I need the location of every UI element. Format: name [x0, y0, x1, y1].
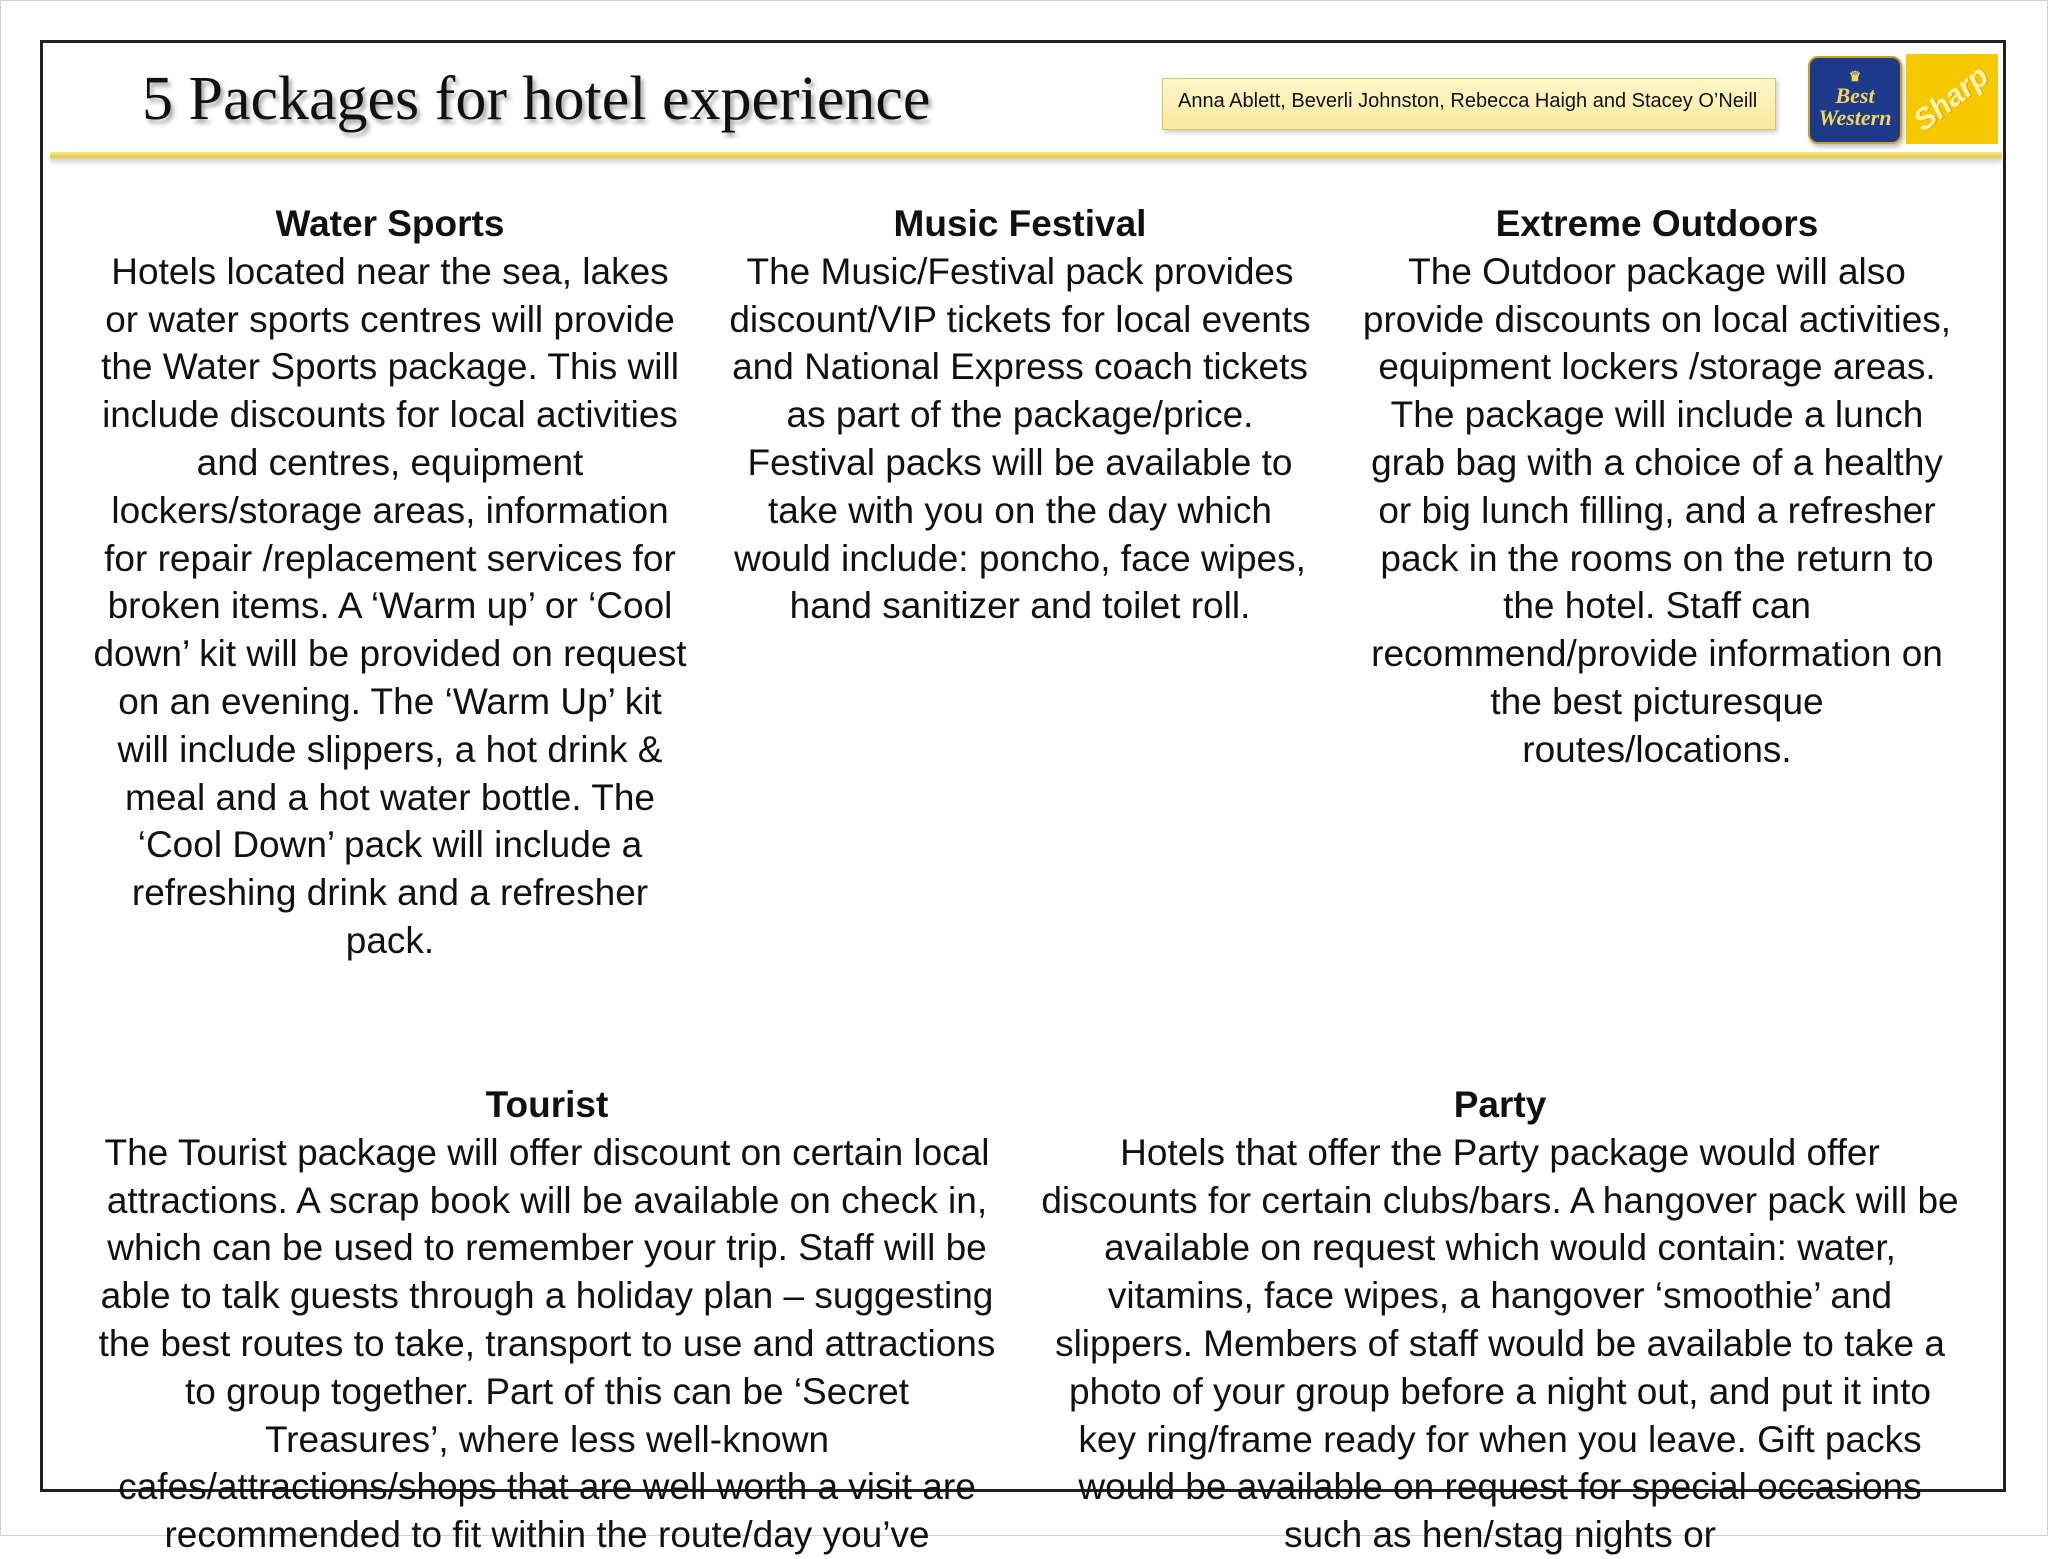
package-description: The Music/Festival pack provides discount/VIP tickets for local events and National Express coach tickets as part of the package/price. Festival packs will be available to take with you on the day which would include: poncho, face wipes, hand sanitizer and toilet roll.	[729, 250, 1311, 627]
title-underline	[50, 152, 2002, 160]
sharp-logo-text: Sharp	[1908, 59, 1996, 138]
best-western-logo	[1808, 56, 1902, 144]
package-description: Hotels located near the sea, lakes or water sports centres will provide the Water Sports package. This will include discounts for local activities and centres, equipment lockers/storage areas, information for repair /replacement services for broken items. A ‘Warm up’ or ‘Cool down’ kit will be provided on request on an evening. The ‘Warm Up’ kit will include slippers, a hot drink & meal and a hot water bottle. The ‘Cool Down’ pack will include a refreshing drink and a refresher pack.	[93, 250, 687, 961]
package-extreme-outdoors	[1354, 200, 1960, 774]
package-tourist	[92, 1081, 1002, 1559]
sharp-logo	[1906, 54, 1998, 144]
package-heading: Party	[1453, 1084, 1547, 1125]
package-heading: Music Festival	[893, 203, 1147, 244]
package-music-festival	[720, 200, 1320, 630]
best-western-logo-line1: Best	[1835, 83, 1875, 108]
crown-icon: ♛	[1848, 70, 1862, 85]
best-western-logo-line2: Western	[1818, 105, 1892, 130]
package-heading: Tourist	[485, 1084, 609, 1125]
authors-text: Anna Ablett, Beverli Johnston, Rebecca Haigh and Stacey O’Neill	[1178, 90, 1758, 112]
package-description: Hotels that offer the Party package would offer discounts for certain clubs/bars. A hangover pack will be available on request which would contain: water, vitamins, face wipes, a hangover ‘smoothie’ and slippers. Members of staff would be available to take a photo of your group before a night out, and put it into key ring/frame ready for when you leave. Gift packs would be available on request for special occasions such as hen/stag nights or	[1041, 1131, 1959, 1556]
package-heading: Water Sports	[275, 203, 505, 244]
slide-title: 5 Packages for hotel experience	[142, 65, 931, 133]
package-description: The Outdoor package will also provide discounts on local activities, equipment lockers /storage areas. The package will include a lunch grab bag with a choice of a healthy or big lunch filling, and a refresher pack in the rooms on the return to the hotel. Staff can recommend/provide information on the best picturesque routes/locations.	[1362, 250, 1952, 770]
package-description: The Tourist package will offer discount on certain local attractions. A scrap book will be available on check in, which can be used to remember your trip. Staff will be able to talk guests through a holiday plan – suggesting the best routes to take, transport to use and attractions to group together. Part of this can be ‘Secret Treasures’, where less well-known cafes/attractions/shops that are well worth a visit are recommended to fit within the route/day you’ve	[98, 1131, 996, 1556]
package-party	[1040, 1081, 1960, 1559]
package-heading: Extreme Outdoors	[1495, 203, 1819, 244]
package-water-sports	[92, 200, 688, 965]
